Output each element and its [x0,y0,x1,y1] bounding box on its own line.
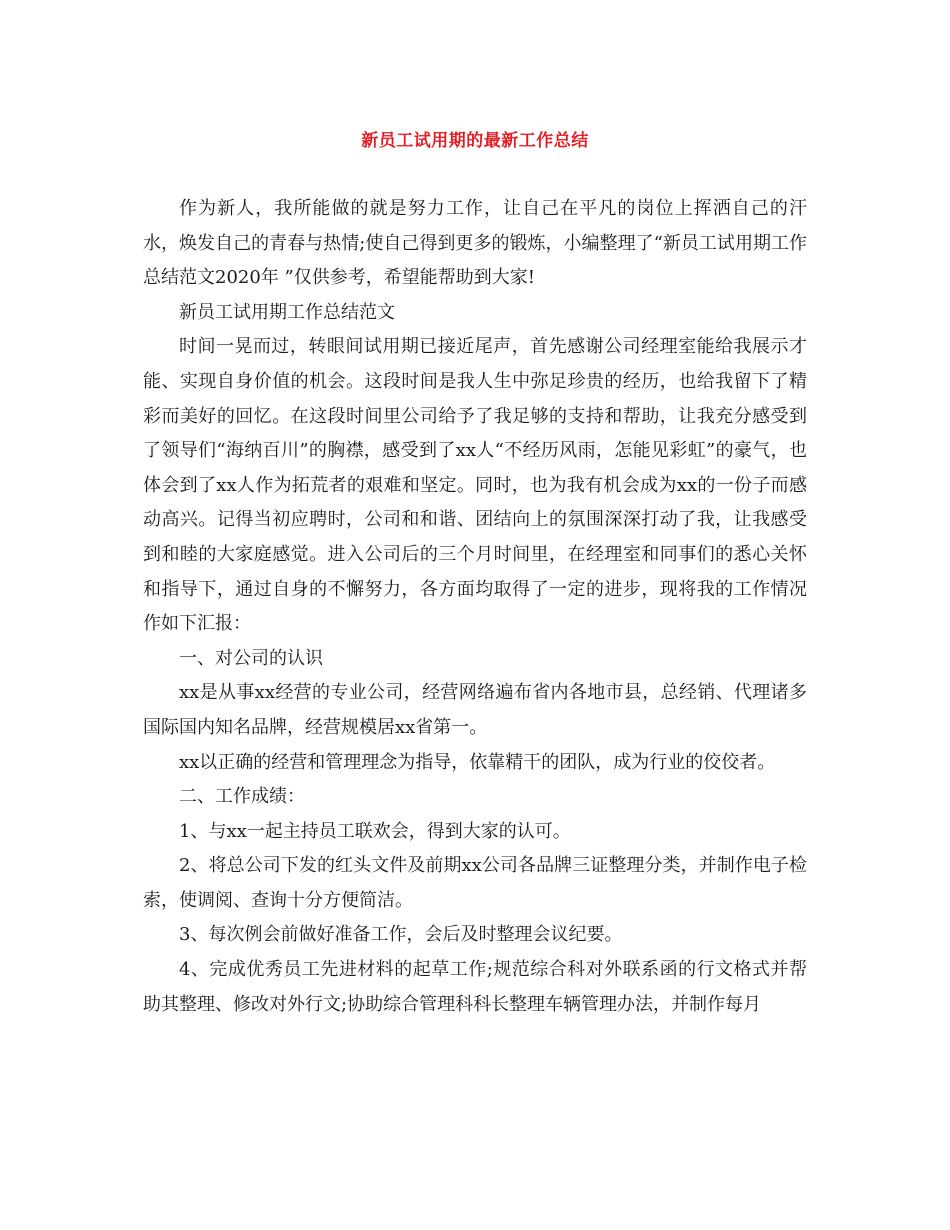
list-item: 4、完成优秀员工先进材料的起草工作;规范综合科对外联系函的行文格式并帮助其整理、修改对外行文;协助综合管理科科长整理车辆管理办法，并制作每月 [143,959,807,1015]
body-paragraph: 时间一晃而过，转眼间试用期已接近尾声，首先感谢公司经理室能给我展示才能、实现自身价值的机会。这段时间是我人生中弥足珍贵的经历，也给我留下了精彩而美好的回忆。在这段时间里公司给予了我足够的支持和帮助，让我充分感受到了领导们“海纳百川”的胸襟，感受到了xx人“不经历风雨，怎能见彩虹”的豪气，也体会到了xx人作为拓荒者的艰难和坚定。同时，也为我有机会成为xx的一份子而感动高兴。记得当初应聘时，公司和和谐、团结向上的氛围深深打动了我，让我感受到和睦的大家庭感觉。进入公司后的三个月时间里，在经理室和同事们的悉心关怀和指导下，通过自身的不懈努力，各方面均取得了一定的进步，现将我的工作情况作如下汇报： [143,336,807,635]
body-paragraph: xx是从事xx经营的专业公司，经营网络遍布省内各地市县，总经销、代理诸多国际国内知名品牌，经营规模居xx省第一。 [143,682,807,738]
intro-paragraph: 作为新人，我所能做的就是努力工作，让自己在平凡的岗位上挥洒自己的汗水，焕发自己的青春与热情;使自己得到更多的锻炼，小编整理了“新员工试用期工作总结范文2020年 ”仅供参考，希望能帮助到大家! [143,198,807,289]
document-title: 新员工试用期的最新工作总结 [361,131,589,151]
section-heading-sample: 新员工试用期工作总结范文 [179,301,395,323]
list-item: 3、每次例会前做好准备工作，会后及时整理会议纪要。 [179,924,623,946]
list-item: 1、与xx一起主持员工联欢会，得到大家的认可。 [179,820,571,842]
section-heading-results: 二、工作成绩： [179,786,305,808]
document-body [143,192,807,1022]
list-item: 2、将总公司下发的红头文件及前期xx公司各品牌三证整理分类，并制作电子检索，使调阅、查询十分方便简洁。 [143,855,807,911]
section-heading-company: 一、对公司的认识 [179,647,323,669]
body-paragraph: xx以正确的经营和管理理念为指导，依靠精干的团队，成为行业的佼佼者。 [179,751,776,773]
